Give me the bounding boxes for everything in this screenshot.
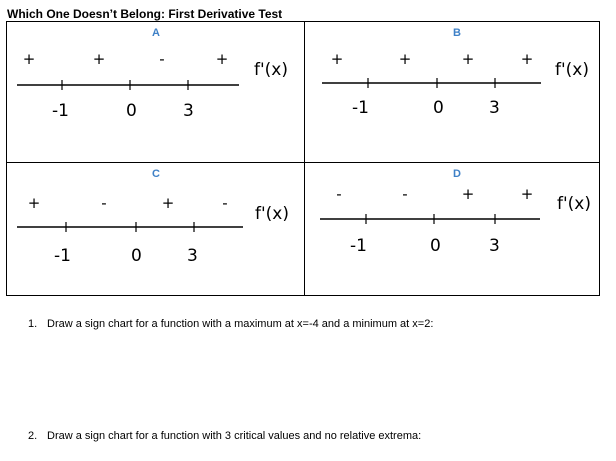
sign-chart-grid xyxy=(6,21,600,296)
sign-2: + xyxy=(92,50,106,68)
tick-label: 3 xyxy=(183,101,194,121)
question-2 xyxy=(28,430,421,442)
question-2-number: 2. xyxy=(28,430,38,442)
sign-4: - xyxy=(222,194,228,212)
sign-1: + xyxy=(330,50,344,68)
panel-b xyxy=(305,22,601,159)
sign-2: - xyxy=(402,185,408,203)
panel-a xyxy=(7,22,303,159)
sign-chart-d xyxy=(305,163,601,300)
tick-label: 3 xyxy=(489,236,500,256)
function-label: f'(x) xyxy=(254,60,288,80)
sign-2: + xyxy=(398,50,412,68)
sign-2: - xyxy=(101,194,107,212)
tick-label: -1 xyxy=(52,101,69,121)
panel-letter-b: B xyxy=(453,27,461,39)
tick-label: 3 xyxy=(489,98,500,118)
sign-4: + xyxy=(520,50,534,68)
tick-label: 0 xyxy=(430,236,441,256)
function-label: f'(x) xyxy=(555,60,589,80)
tick-label: 0 xyxy=(126,101,137,121)
tick-label: 0 xyxy=(131,246,142,266)
question-1-text: Draw a sign chart for a function with a maximum at x=-4 and a minimum at x=2: xyxy=(47,318,434,330)
sign-3: - xyxy=(159,50,165,68)
tick-label: -1 xyxy=(352,98,369,118)
tick-label: 0 xyxy=(433,98,444,118)
tick-label: -1 xyxy=(54,246,71,266)
function-label: f'(x) xyxy=(255,204,289,224)
panel-c xyxy=(7,163,303,300)
sign-1: + xyxy=(22,50,36,68)
question-1-number: 1. xyxy=(28,318,38,330)
tick-label: 3 xyxy=(187,246,198,266)
sign-1: + xyxy=(27,194,41,212)
tick-label: -1 xyxy=(350,236,367,256)
question-1 xyxy=(28,318,433,330)
sign-3: + xyxy=(461,50,475,68)
sign-4: + xyxy=(215,50,229,68)
sign-4: + xyxy=(520,185,534,203)
function-label: f'(x) xyxy=(557,194,591,214)
worksheet-title: Which One Doesn’t Belong: First Derivative Test xyxy=(7,7,283,21)
sign-chart-c xyxy=(7,163,303,300)
sign-1: - xyxy=(336,185,342,203)
panel-letter-d: D xyxy=(453,168,461,180)
panel-letter-a: A xyxy=(152,27,160,39)
sign-chart-b xyxy=(305,22,601,159)
sign-3: + xyxy=(461,185,475,203)
panel-d xyxy=(305,163,601,300)
sign-3: + xyxy=(161,194,175,212)
question-2-text: Draw a sign chart for a function with 3 critical values and no relative extrema: xyxy=(47,430,422,442)
sign-chart-a xyxy=(7,22,303,159)
panel-letter-c: C xyxy=(152,168,160,180)
